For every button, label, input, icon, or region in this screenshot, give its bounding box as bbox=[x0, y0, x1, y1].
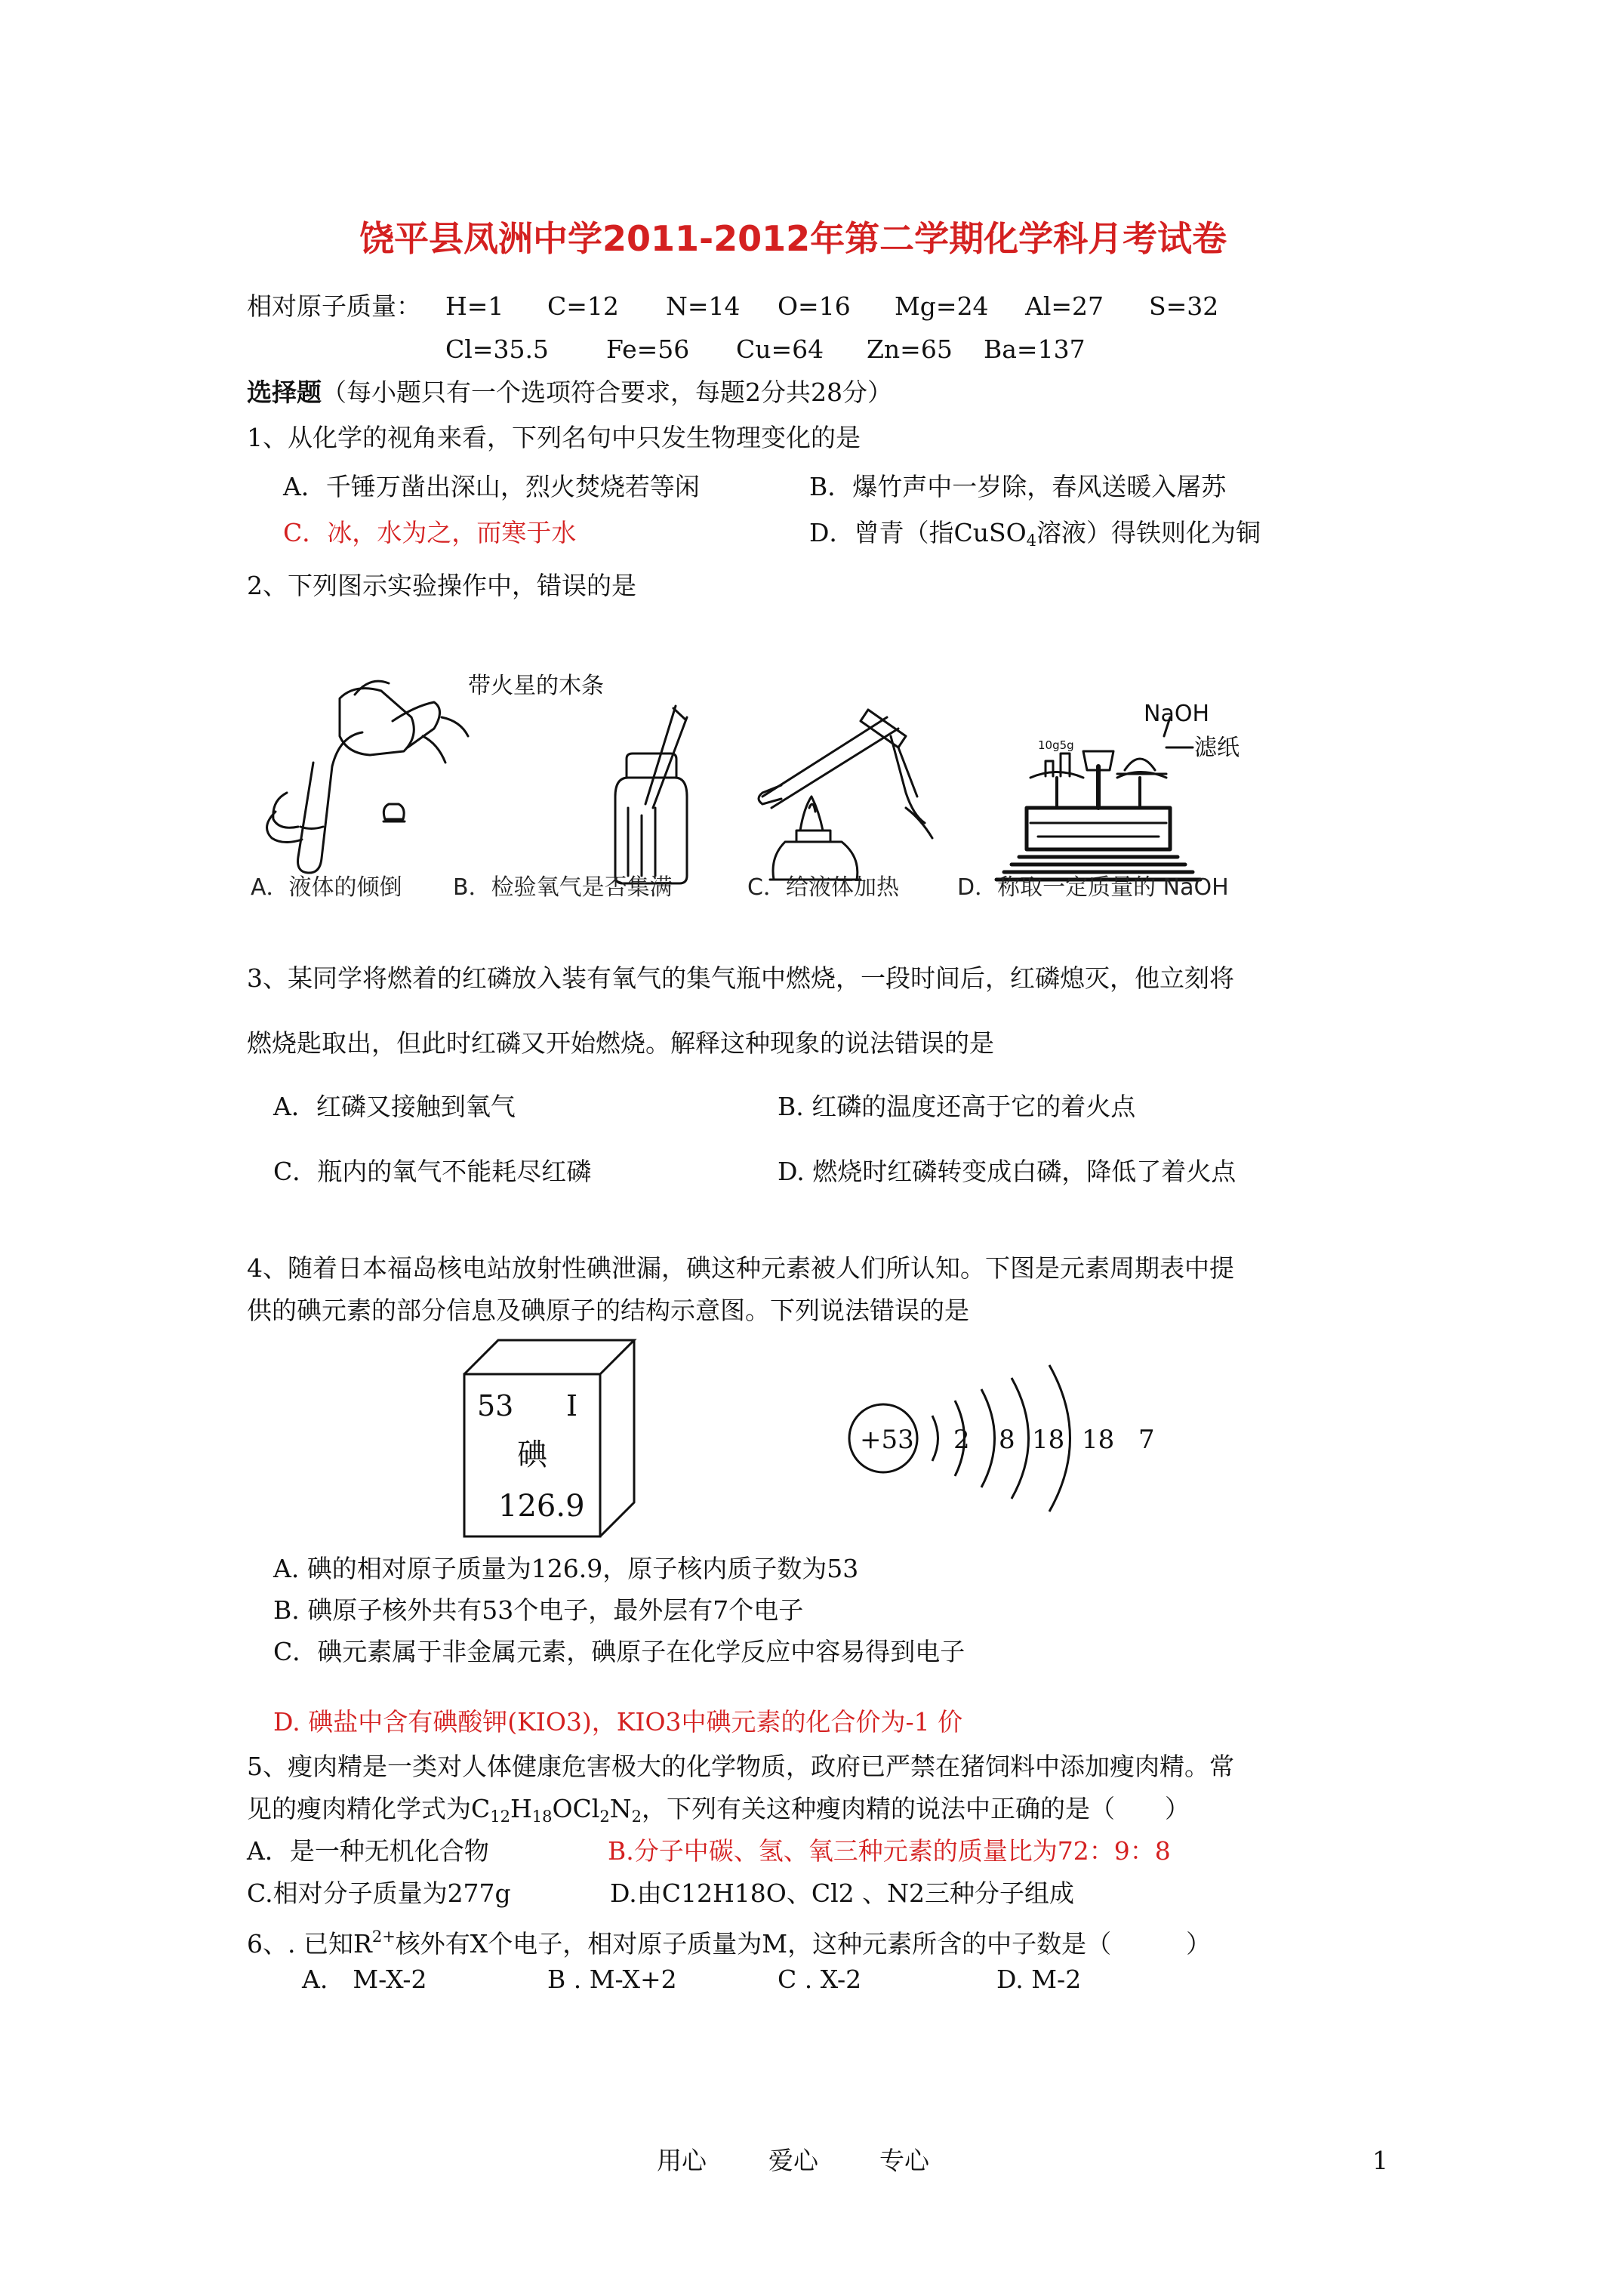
q2-caption-b: B．检验氧气是否集满 bbox=[453, 874, 673, 901]
iodine-atom-diagram bbox=[842, 1359, 1181, 1525]
shell-electrons-1: 2 bbox=[953, 1425, 970, 1455]
q1-d-text: D．曾青（指CuSO bbox=[809, 518, 1027, 547]
q5-formula bbox=[471, 1794, 642, 1826]
atomic-mass-item: Zn=65 bbox=[867, 334, 953, 364]
element-name: 碘 bbox=[517, 1438, 547, 1472]
fig-d-label-paper: 滤纸 bbox=[1194, 735, 1240, 761]
footer-item: 爱心 bbox=[768, 2146, 818, 2175]
footer-item: 用心 bbox=[657, 2146, 707, 2175]
page-number: 1 bbox=[1372, 2146, 1388, 2175]
q5-stem-line1: 5、瘦肉精是一类对人体健康危害极大的化学物质，政府已严禁在猪饲料中添加瘦肉精。常 bbox=[247, 1752, 1234, 1781]
q4-stem-line1: 4、随着日本福岛核电站放射性碘泄漏，碘这种元素被人们所认知。下图是元素周期表中提 bbox=[247, 1253, 1234, 1283]
footer-item: 专心 bbox=[879, 2146, 929, 2175]
page-title: 饶平县凤洲中学2011-2012年第二学期化学科月考试卷 bbox=[359, 218, 1227, 259]
shell-electrons-4: 18 bbox=[1082, 1425, 1115, 1455]
q1-option-a: A．千锤万凿出深山，烈火焚烧若等闲 bbox=[283, 472, 700, 501]
atomic-mass-item: Cu=64 bbox=[736, 334, 824, 364]
formula-subscript: 2 bbox=[599, 1808, 610, 1826]
q1-d-subscript: 4 bbox=[1026, 532, 1036, 550]
q4-option-a: A. 碘的相对原子质量为126.9，原子核内质子数为53 bbox=[273, 1554, 859, 1583]
formula-subscript: 18 bbox=[531, 1808, 553, 1826]
q4-option-c: C．碘元素属于非金属元素，碘原子在化学反应中容易得到电子 bbox=[273, 1637, 965, 1666]
fig-d-label-naoh: NaOH bbox=[1144, 701, 1209, 727]
q5-option-a: A．是一种无机化合物 bbox=[247, 1836, 489, 1866]
atomic-mass-item: Ba=137 bbox=[984, 334, 1086, 364]
q3-option-d: D. 燃烧时红磷转变成白磷，降低了着火点 bbox=[778, 1157, 1236, 1186]
fig-a-pouring bbox=[267, 681, 468, 873]
formula-part: OCl bbox=[552, 1794, 600, 1823]
q1-option-c: C．冰，水为之，而寒于水 bbox=[283, 518, 577, 547]
q4-option-d: D. 碘盐中含有碘酸钾(KIO3)，KIO3中碘元素的化合价为-1 价 bbox=[273, 1707, 963, 1737]
q6-superscript: 2+ bbox=[371, 1928, 396, 1946]
formula-part: N bbox=[609, 1794, 632, 1823]
q4-option-b: B. 碘原子核外共有53个电子，最外层有7个电子 bbox=[273, 1595, 804, 1625]
element-number: 53 bbox=[477, 1389, 514, 1422]
fig-b-oxygen-test bbox=[615, 706, 687, 883]
formula-subscript: 2 bbox=[631, 1808, 642, 1826]
q2-stem: 2、下列图示实验操作中，错误的是 bbox=[247, 571, 636, 600]
fig-c-heating bbox=[759, 710, 932, 880]
q6-option-d: D. M-2 bbox=[996, 1965, 1082, 1994]
formula-part: H bbox=[510, 1794, 532, 1823]
section-title: 选择题 bbox=[247, 378, 322, 407]
atomic-mass-item: S=32 bbox=[1149, 291, 1219, 321]
q6-option-c: C . X-2 bbox=[778, 1965, 862, 1994]
atomic-mass-item: Al=27 bbox=[1025, 291, 1104, 321]
fig-d-balance bbox=[996, 717, 1200, 880]
formula-subscript: 12 bbox=[490, 1808, 510, 1826]
shell-electrons-3: 18 bbox=[1032, 1425, 1065, 1455]
shell-electrons-5: 7 bbox=[1138, 1425, 1155, 1455]
q5-option-b: B.分子中碳、氢、氧三种元素的质量比为72：9：8 bbox=[608, 1836, 1171, 1866]
q5-option-d: D.由C12H18O、Cl2 、N2三种分子组成 bbox=[610, 1878, 1074, 1908]
q6-stem-text: 6、. 已知R bbox=[247, 1929, 372, 1959]
q3-stem-line1: 3、某同学将燃着的红磷放入装有氧气的集气瓶中燃烧，一段时间后，红磷熄灭，他立刻将 bbox=[247, 963, 1234, 993]
q2-caption-a: A．液体的倾倒 bbox=[251, 874, 402, 901]
q5-stem-line2 bbox=[247, 1794, 1190, 1832]
q6-stem-text-end: 核外有X个电子，相对原子质量为M，这种元素所含的中子数是（ ） bbox=[395, 1929, 1212, 1959]
q6-option-a: A. M-X-2 bbox=[302, 1965, 427, 1994]
nucleus-charge: +53 bbox=[860, 1425, 914, 1455]
q3-option-b: B. 红磷的温度还高于它的着火点 bbox=[778, 1092, 1136, 1121]
q3-option-c: C．瓶内的氧气不能耗尽红磷 bbox=[273, 1157, 592, 1186]
fig-b-label-wood: 带火星的木条 bbox=[468, 673, 604, 699]
iodine-element-tile bbox=[460, 1336, 642, 1540]
q5-stem-text-end: ，下列有关这种瘦肉精的说法中正确的是（ ） bbox=[641, 1794, 1190, 1823]
shell-electrons-2: 8 bbox=[999, 1425, 1015, 1455]
atomic-mass-item: N=14 bbox=[666, 291, 741, 321]
section-note: （每小题只有一个选项符合要求，每题2分共28分） bbox=[322, 378, 892, 407]
q1-stem: 1、从化学的视角来看，下列名句中只发生物理变化的是 bbox=[247, 423, 861, 452]
atomic-mass-item: C=12 bbox=[547, 291, 619, 321]
q2-caption-c: C．给液体加热 bbox=[747, 874, 899, 901]
atomic-mass-item: Mg=24 bbox=[895, 291, 989, 321]
atomic-mass-item: H=1 bbox=[445, 291, 504, 321]
q6-option-b: B . M-X+2 bbox=[547, 1965, 677, 1994]
element-symbol: I bbox=[566, 1389, 578, 1422]
q6-stem bbox=[247, 1922, 1211, 1959]
formula-part: C bbox=[471, 1794, 491, 1823]
q2-caption-d: D．称取一定质量的 NaOH bbox=[957, 874, 1229, 901]
q4-stem-line2: 供的碘元素的部分信息及碘原子的结构示意图。下列说法错误的是 bbox=[247, 1296, 969, 1325]
atomic-mass-item: Fe=56 bbox=[606, 334, 690, 364]
atomic-mass-item: Cl=35.5 bbox=[445, 334, 549, 364]
atomic-mass-item: O=16 bbox=[778, 291, 851, 321]
section-header bbox=[247, 378, 892, 408]
atomic-mass-label: 相对原子质量： bbox=[247, 291, 421, 321]
q1-d-text-end: 溶液）得铁则化为铜 bbox=[1036, 518, 1261, 547]
q5-stem-text: 见的瘦肉精化学式为 bbox=[247, 1794, 471, 1823]
q3-stem-line2: 燃烧匙取出，但此时红磷又开始燃烧。解释这种现象的说法错误的是 bbox=[247, 1028, 994, 1058]
q1-option-b: B．爆竹声中一岁除，春风送暖入屠苏 bbox=[809, 472, 1227, 501]
q5-option-c: C.相对分子质量为277g bbox=[247, 1878, 511, 1908]
q1-option-d bbox=[809, 518, 1261, 556]
q3-option-a: A．红磷又接触到氧气 bbox=[273, 1092, 516, 1121]
element-mass: 126.9 bbox=[498, 1489, 585, 1524]
fig-d-label-weights: 10g5g bbox=[1038, 738, 1074, 752]
